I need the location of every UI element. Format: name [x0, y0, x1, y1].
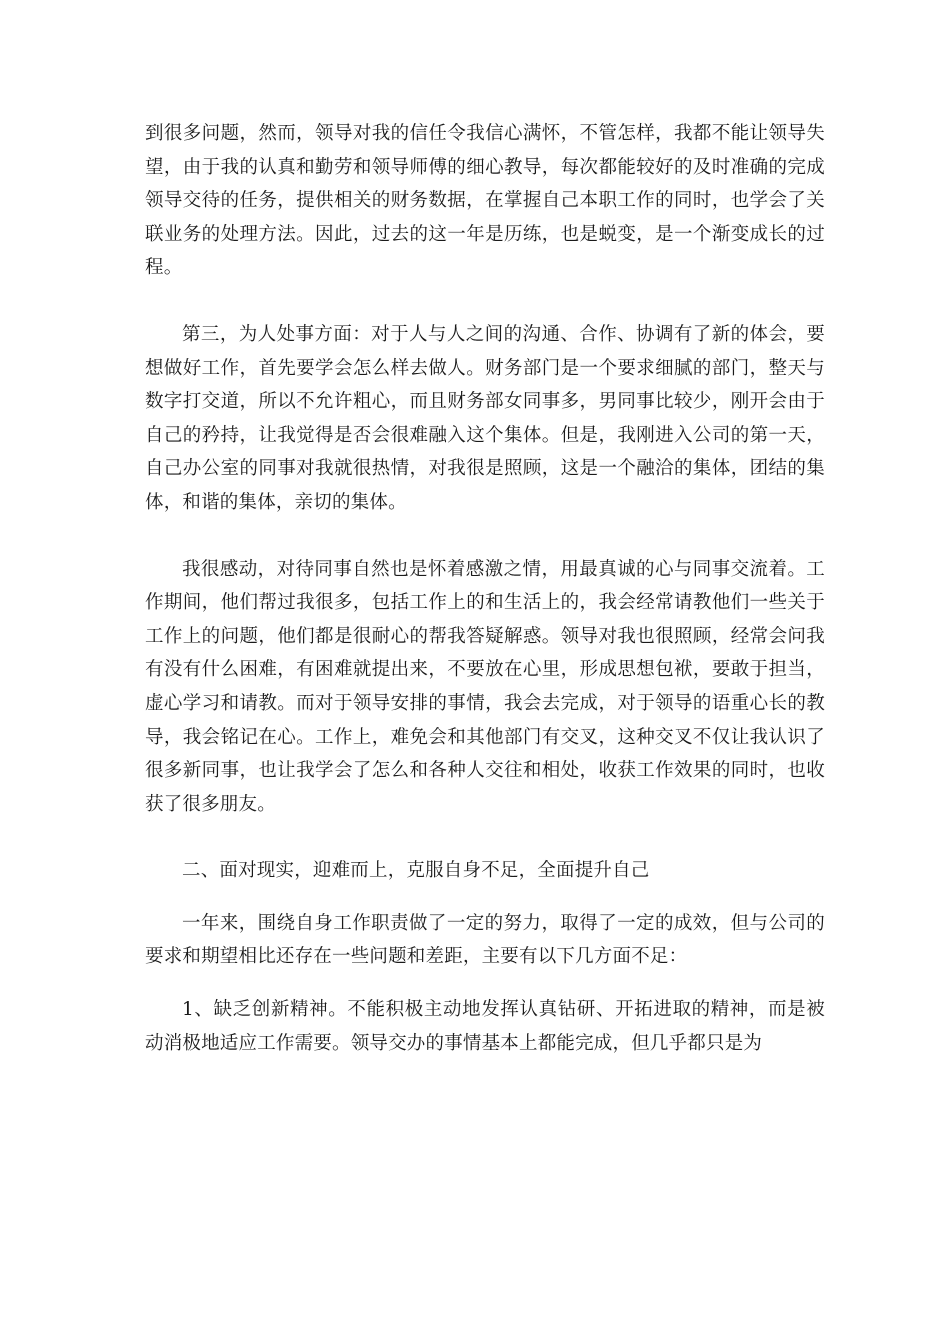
paragraph-gratitude: 我很感动，对待同事自然也是怀着感激之情，用最真诚的心与同事交流着。工作期间，他们帮过我很多，包括工作上的和生活上的，我会经常请教他们一些关于工作上的问题，他们都是很耐心的帮我答疑解惑。领导对我也很照顾，经常会问我有没有什么困难，有困难就提出来，不要放在心里，形成思想包袱，要敢于担当，虚心学习和请教。而对于领导安排的事情，我会去完成，对于领导的语重心长的教导，我会铭记在心。工作上，难免会和其他部门有交叉，这种交叉不仅让我认识了很多新同事，也让我学会了怎么和各种人交往和相处，收获工作效果的同时，也收获了很多朋友。	[145, 558, 825, 815]
document-page	[145, 117, 825, 1060]
paragraph-continuation: 到很多问题，然而，领导对我的信任令我信心满怀，不管怎样，我都不能让领导失望，由于我的认真和勤劳和领导师傅的细心教导，每次都能较好的及时准确的完成领导交待的任务，提供相关的财务数据，在掌握自己本职工作的同时，也学会了关联业务的处理方法。因此，过去的这一年是历练，也是蜕变，是一个渐变成长的过程。	[145, 123, 825, 279]
paragraph-shortcoming-1: 1、缺乏创新精神。不能积极主动地发挥认真钻研、开拓进取的精神，而是被动消极地适应工作需要。领导交办的事情基本上都能完成，但几乎都只是为	[145, 999, 825, 1054]
paragraph-interpersonal: 第三，为人处事方面：对于人与人之间的沟通、合作、协调有了新的体会，要想做好工作，首先要学会怎么样去做人。财务部门是一个要求细腻的部门，整天与数字打交道，所以不允许粗心，而且财务部女同事多，男同事比较少，刚开会由于自己的矜持，让我觉得是否会很难融入这个集体。但是，我刚进入公司的第一天，自己办公室的同事对我就很热情，对我很是照顾，这是一个融洽的集体，团结的集体，和谐的集体，亲切的集体。	[145, 323, 825, 513]
paragraph-summary: 一年来，围绕自身工作职责做了一定的努力，取得了一定的成效，但与公司的要求和期望相比还存在一些问题和差距，主要有以下几方面不足：	[145, 912, 825, 968]
section-heading: 二、面对现实，迎难而上，克服自身不足，全面提升自己	[182, 860, 650, 882]
